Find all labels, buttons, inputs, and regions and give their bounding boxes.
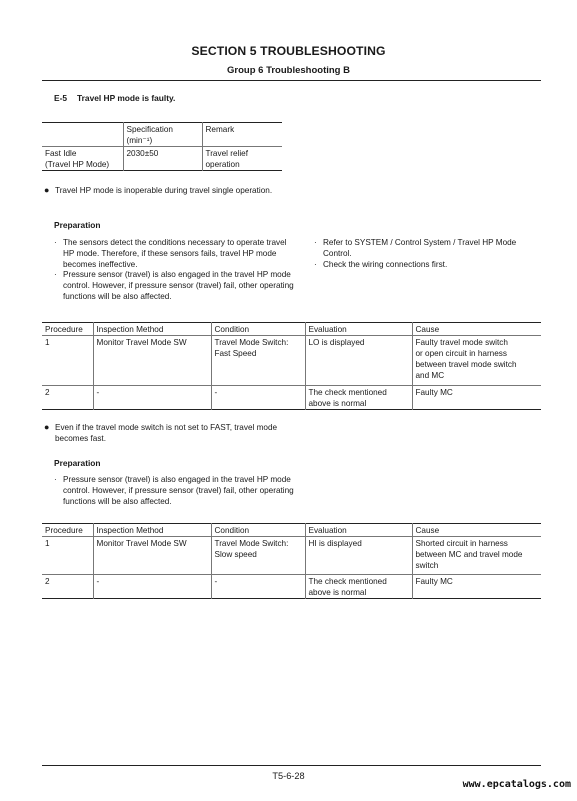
procedure-cell: - [93, 575, 211, 599]
procedure-cell: Faulty travel mode switch or open circuit in harness between travel mode switch and MC [412, 336, 541, 386]
procedure-header-cell: Procedure [45, 526, 83, 535]
procedure-cell: Travel Mode Switch: Slow speed [211, 537, 305, 575]
procedure-table-row [42, 336, 541, 386]
group-title: Group 6 Troubleshooting B [227, 65, 350, 76]
procedure-cell: Shorted circuit in harness between MC and travel mode switch [412, 537, 541, 575]
procedure-cell: Monitor Travel Mode SW [93, 537, 211, 575]
procedure-cell: - [211, 386, 305, 410]
preparation-notes-right [314, 238, 540, 270]
procedure-header-cell: Inspection Method [93, 323, 211, 336]
procedure-cell: - [211, 575, 305, 599]
spec-table-row [42, 147, 282, 171]
procedure-cell: Monitor Travel Mode SW [93, 336, 211, 386]
preparation-heading: Preparation [54, 220, 101, 230]
preparation-note: · Pressure sensor (travel) is also engaged in the travel HP mode control. However, if pressure sensor (travel) fail, other operating functions will be also affected. [54, 270, 294, 301]
symptom-bullet [44, 422, 304, 444]
procedure-cell: LO is displayed [305, 336, 412, 386]
bullet-dot-icon: ● [44, 422, 50, 432]
fault-code: E-5 [54, 93, 68, 103]
spec-cell: Fast Idle (Travel HP Mode) [45, 149, 110, 169]
bullet-dot-icon: ● [44, 185, 50, 195]
preparation-heading: Preparation [54, 458, 101, 468]
procedure-cell: 1 [45, 338, 50, 347]
preparation-note: · Check the wiring connections first. [314, 259, 448, 269]
procedure-table [42, 322, 541, 410]
spec-cell: 2030±50 [123, 147, 202, 171]
procedure-table-header-row [42, 524, 541, 537]
procedure-table [42, 523, 541, 599]
procedure-cell: - [93, 386, 211, 410]
procedure-header-cell: Condition [211, 323, 305, 336]
symptom-text: Even if the travel mode switch is not set to FAST, travel mode becomes fast. [55, 423, 278, 443]
specification-table [42, 122, 282, 171]
page-number: T5-6-28 [272, 771, 305, 781]
procedure-cell: Faulty MC [412, 386, 541, 410]
footer-divider [42, 765, 541, 766]
spec-header-cell [42, 123, 123, 147]
fault-heading [54, 93, 175, 103]
procedure-cell: 2 [45, 388, 50, 397]
watermark-link[interactable]: www.epcatalogs.com [462, 779, 571, 790]
procedure-header-cell: Inspection Method [93, 524, 211, 537]
procedure-header-cell: Condition [211, 524, 305, 537]
spec-header-cell: Specification (min⁻¹) [123, 123, 202, 147]
procedure-table-row [42, 537, 541, 575]
section-title: SECTION 5 TROUBLESHOOTING [191, 44, 386, 58]
spec-header-cell: Remark [202, 123, 282, 147]
procedure-header-cell: Cause [412, 524, 541, 537]
symptom-bullet [44, 185, 304, 196]
spec-table-header-row [42, 123, 282, 147]
procedure-cell: The check mentioned above is normal [305, 386, 412, 410]
procedure-header-cell: Evaluation [305, 323, 412, 336]
procedure-cell: 1 [45, 539, 50, 548]
procedure-header-cell: Cause [412, 323, 541, 336]
procedure-table-row [42, 386, 541, 410]
procedure-cell: Travel Mode Switch: Fast Speed [211, 336, 305, 386]
preparation-note: · Pressure sensor (travel) is also engaged in the travel HP mode control. However, if pressure sensor (travel) fail, other operating functions will be also affected. [54, 475, 294, 506]
symptom-text: Travel HP mode is inoperable during travel single operation. [55, 186, 273, 195]
preparation-note: · Refer to SYSTEM / Control System / Travel HP Mode Control. [314, 238, 517, 258]
procedure-cell: The check mentioned above is normal [305, 575, 412, 599]
procedure-table-header-row [42, 323, 541, 336]
procedure-cell: HI is displayed [305, 537, 412, 575]
procedure-table-row [42, 575, 541, 599]
preparation-note: · The sensors detect the conditions necessary to operate travel HP mode. Therefore, if these sensors fails, travel HP mode becomes ineffective. [54, 238, 287, 269]
procedure-header-cell: Evaluation [305, 524, 412, 537]
spec-cell: Travel relief operation [202, 147, 282, 171]
procedure-cell: 2 [45, 577, 50, 586]
fault-title: Travel HP mode is faulty. [77, 93, 176, 103]
preparation-notes-left [54, 475, 294, 507]
procedure-cell: Faulty MC [412, 575, 541, 599]
header-divider [42, 80, 541, 81]
preparation-notes-left [54, 238, 294, 303]
procedure-header-cell: Procedure [45, 325, 83, 334]
